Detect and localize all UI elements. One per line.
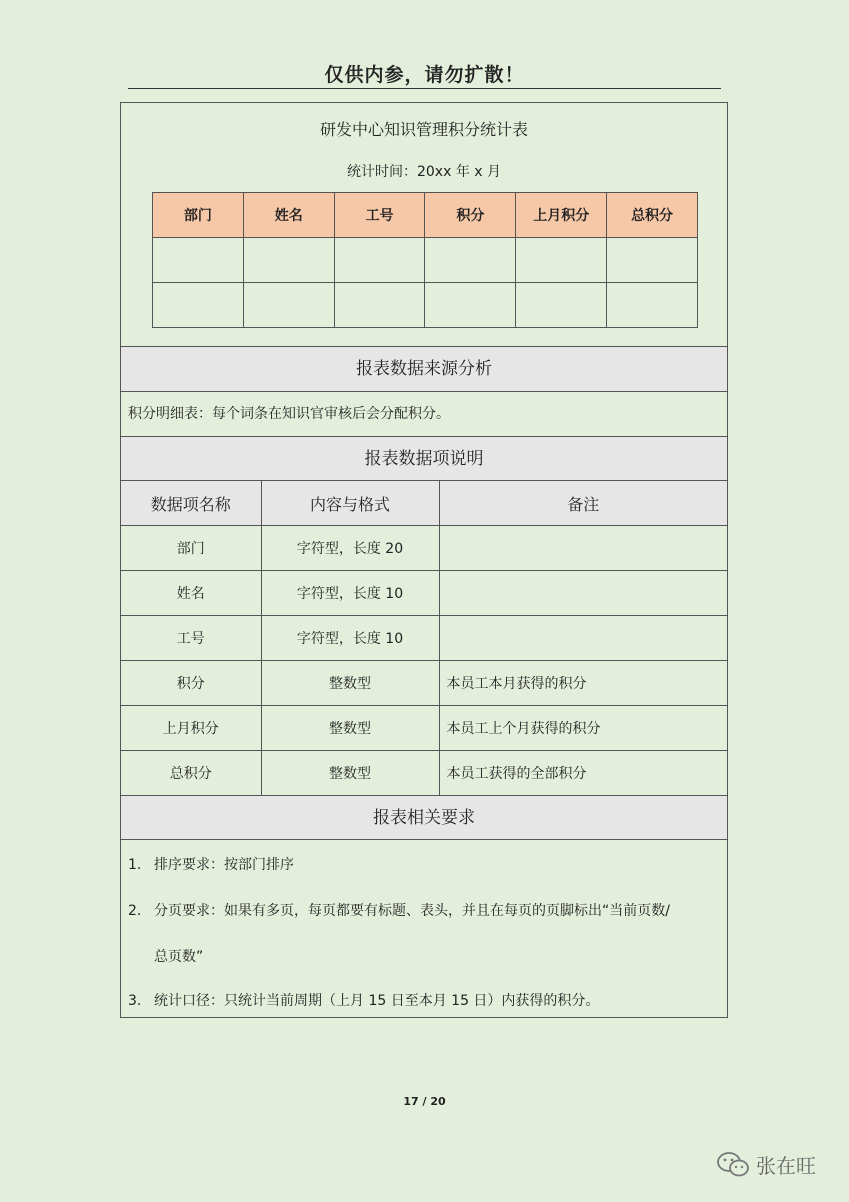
item-name: 总积分 xyxy=(121,751,261,796)
stats-header-row xyxy=(153,193,698,238)
page-number: 17 / 20 xyxy=(403,1095,446,1108)
table-cell xyxy=(243,238,334,283)
report-frame xyxy=(120,102,728,1018)
report-title: 研发中心知识管理积分统计表 xyxy=(319,120,528,139)
item-name: 姓名 xyxy=(121,571,261,616)
items-header-row xyxy=(121,481,727,526)
table-cell xyxy=(153,238,244,283)
items-section-title: 报表数据项说明 xyxy=(121,437,727,481)
table-row xyxy=(121,616,727,661)
list-number: 3. xyxy=(128,993,142,1009)
item-name: 工号 xyxy=(121,616,261,661)
table-cell xyxy=(243,283,334,328)
item-format: 字符型，长度 10 xyxy=(261,616,439,661)
item-note xyxy=(439,526,727,571)
col-header: 工号 xyxy=(334,193,425,238)
table-row xyxy=(121,526,727,571)
brand-watermark xyxy=(716,1150,816,1179)
header-divider xyxy=(128,88,721,89)
source-section-text: 积分明细表：每个词条在知识官审核后会分配积分。 xyxy=(121,392,727,437)
col-header: 上月积分 xyxy=(516,193,607,238)
list-number: 1. xyxy=(128,857,142,873)
col-header: 积分 xyxy=(425,193,516,238)
item-format: 字符型，长度 20 xyxy=(261,526,439,571)
page-header-title: 仅供内参，请勿扩散！ xyxy=(324,64,525,86)
list-item xyxy=(128,900,670,920)
item-name: 积分 xyxy=(121,661,261,706)
list-text: 统计口径：只统计当前周期（上月 15 日至本月 15 日）内获得的积分。 xyxy=(154,993,600,1009)
table-cell xyxy=(607,238,698,283)
item-note xyxy=(439,616,727,661)
col-header: 内容与格式 xyxy=(261,481,439,526)
list-text: 排序要求：按部门排序 xyxy=(154,857,294,873)
col-header: 备注 xyxy=(439,481,727,526)
table-row xyxy=(121,706,727,751)
table-cell xyxy=(516,283,607,328)
item-format: 整数型 xyxy=(261,706,439,751)
table-cell xyxy=(425,238,516,283)
requirements-section-title: 报表相关要求 xyxy=(121,796,727,840)
table-cell xyxy=(516,238,607,283)
item-name: 部门 xyxy=(121,526,261,571)
item-note: 本员工获得的全部积分 xyxy=(439,751,727,796)
item-note: 本员工本月获得的积分 xyxy=(439,661,727,706)
item-format: 字符型，长度 10 xyxy=(261,571,439,616)
report-summary-block xyxy=(121,103,727,347)
col-header: 数据项名称 xyxy=(121,481,261,526)
wechat-icon xyxy=(716,1151,750,1179)
item-format: 整数型 xyxy=(261,661,439,706)
list-item xyxy=(128,854,294,874)
table-cell xyxy=(334,283,425,328)
table-row xyxy=(121,661,727,706)
col-header: 部门 xyxy=(153,193,244,238)
item-note xyxy=(439,571,727,616)
list-item-continuation: 总页数” xyxy=(154,949,204,965)
table-row xyxy=(153,283,698,328)
table-cell xyxy=(607,283,698,328)
col-header: 总积分 xyxy=(607,193,698,238)
table-row xyxy=(153,238,698,283)
table-row xyxy=(121,571,727,616)
item-note: 本员工上个月获得的积分 xyxy=(439,706,727,751)
table-row xyxy=(121,751,727,796)
brand-name: 张在旺 xyxy=(756,1154,816,1178)
stats-table xyxy=(152,192,698,328)
list-item xyxy=(128,990,599,1010)
items-table xyxy=(121,481,727,796)
table-cell xyxy=(425,283,516,328)
item-format: 整数型 xyxy=(261,751,439,796)
list-text: 分页要求：如果有多页，每页都要有标题、表头，并且在每页的页脚标出“当前页数/ xyxy=(154,903,670,919)
col-header: 姓名 xyxy=(243,193,334,238)
source-section-title: 报表数据来源分析 xyxy=(121,347,727,392)
stat-time: 统计时间：20xx 年 x 月 xyxy=(346,164,502,180)
list-number: 2. xyxy=(128,903,142,919)
item-name: 上月积分 xyxy=(121,706,261,751)
table-cell xyxy=(334,238,425,283)
table-cell xyxy=(153,283,244,328)
